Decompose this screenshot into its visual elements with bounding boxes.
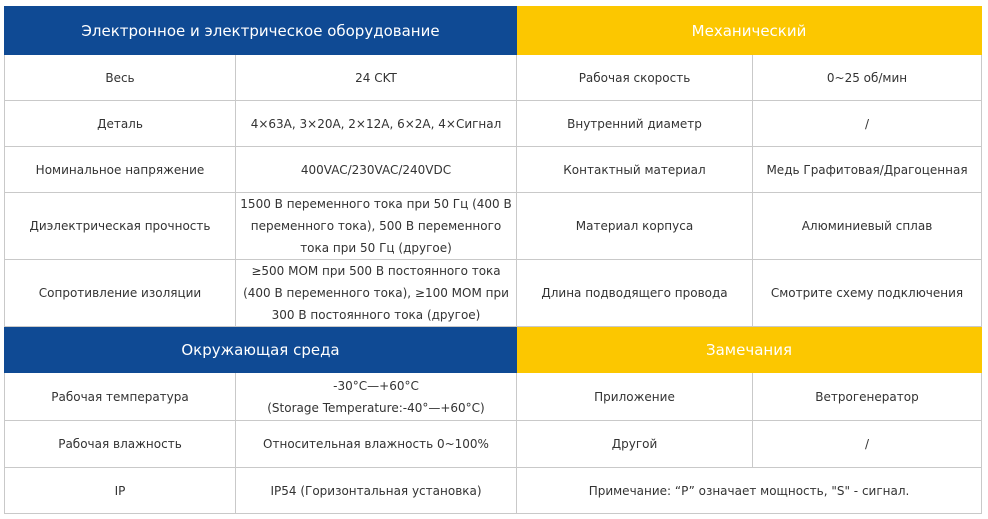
row-value: IP54 (Горизонтальная установка) [236,468,517,514]
row-label: Длина подводящего провода [517,260,753,327]
storage-temperature: (Storage Temperature:-40°—+60°C) [267,400,485,415]
row-label: Рабочая температура [5,373,236,421]
row-label: Рабочая скорость [517,55,753,101]
row-label: Сопротивление изоляции [5,260,236,327]
row-label: Приложение [517,373,753,421]
row-label: IP [5,468,236,514]
row-value: 24 CKT [236,55,517,101]
temperature-range: -30°C—+60°C [333,378,419,393]
remarks-section-header: Замечания [517,327,982,373]
row-label: Номинальное напряжение [5,147,236,193]
row-label: Внутренний диаметр [517,101,753,147]
row-value: 400VAC/230VAC/240VDC [236,147,517,193]
row-value: 0~25 об/мин [753,55,982,101]
row-label: Контактный материал [517,147,753,193]
row-label: Диэлектрическая прочность [5,193,236,260]
spec-table [4,6,982,514]
row-label: Весь [5,55,236,101]
row-label: Другой [517,421,753,468]
row-label: Рабочая влажность [5,421,236,468]
row-value: 4×63A, 3×20A, 2×12A, 6×2A, 4×Сигнал [236,101,517,147]
row-value: ≥500 МОМ при 500 В постоянного тока (400 В переменного тока), ≥100 МОМ при 300 В постоянного тока (другое) [236,260,517,327]
environment-section-header: Окружающая среда [5,327,517,373]
remarks-note: Примечание: “P” означает мощность, "S" - сигнал. [517,468,982,514]
row-value: / [753,101,982,147]
row-value: Ветрогенератор [753,373,982,421]
row-value: Алюминиевый сплав [753,193,982,260]
row-label: Деталь [5,101,236,147]
row-value: / [753,421,982,468]
row-value: 1500 В переменного тока при 50 Гц (400 В переменного тока), 500 В переменного тока при 50 Гц (другое) [236,193,517,260]
row-value: Смотрите схему подключения [753,260,982,327]
mechanical-section-header: Механический [517,7,982,55]
row-label: Материал корпуса [517,193,753,260]
row-value [236,373,517,421]
row-value: Медь Графитовая/Драгоценная [753,147,982,193]
row-value: Относительная влажность 0~100% [236,421,517,468]
electrical-section-header: Электронное и электрическое оборудование [5,7,517,55]
